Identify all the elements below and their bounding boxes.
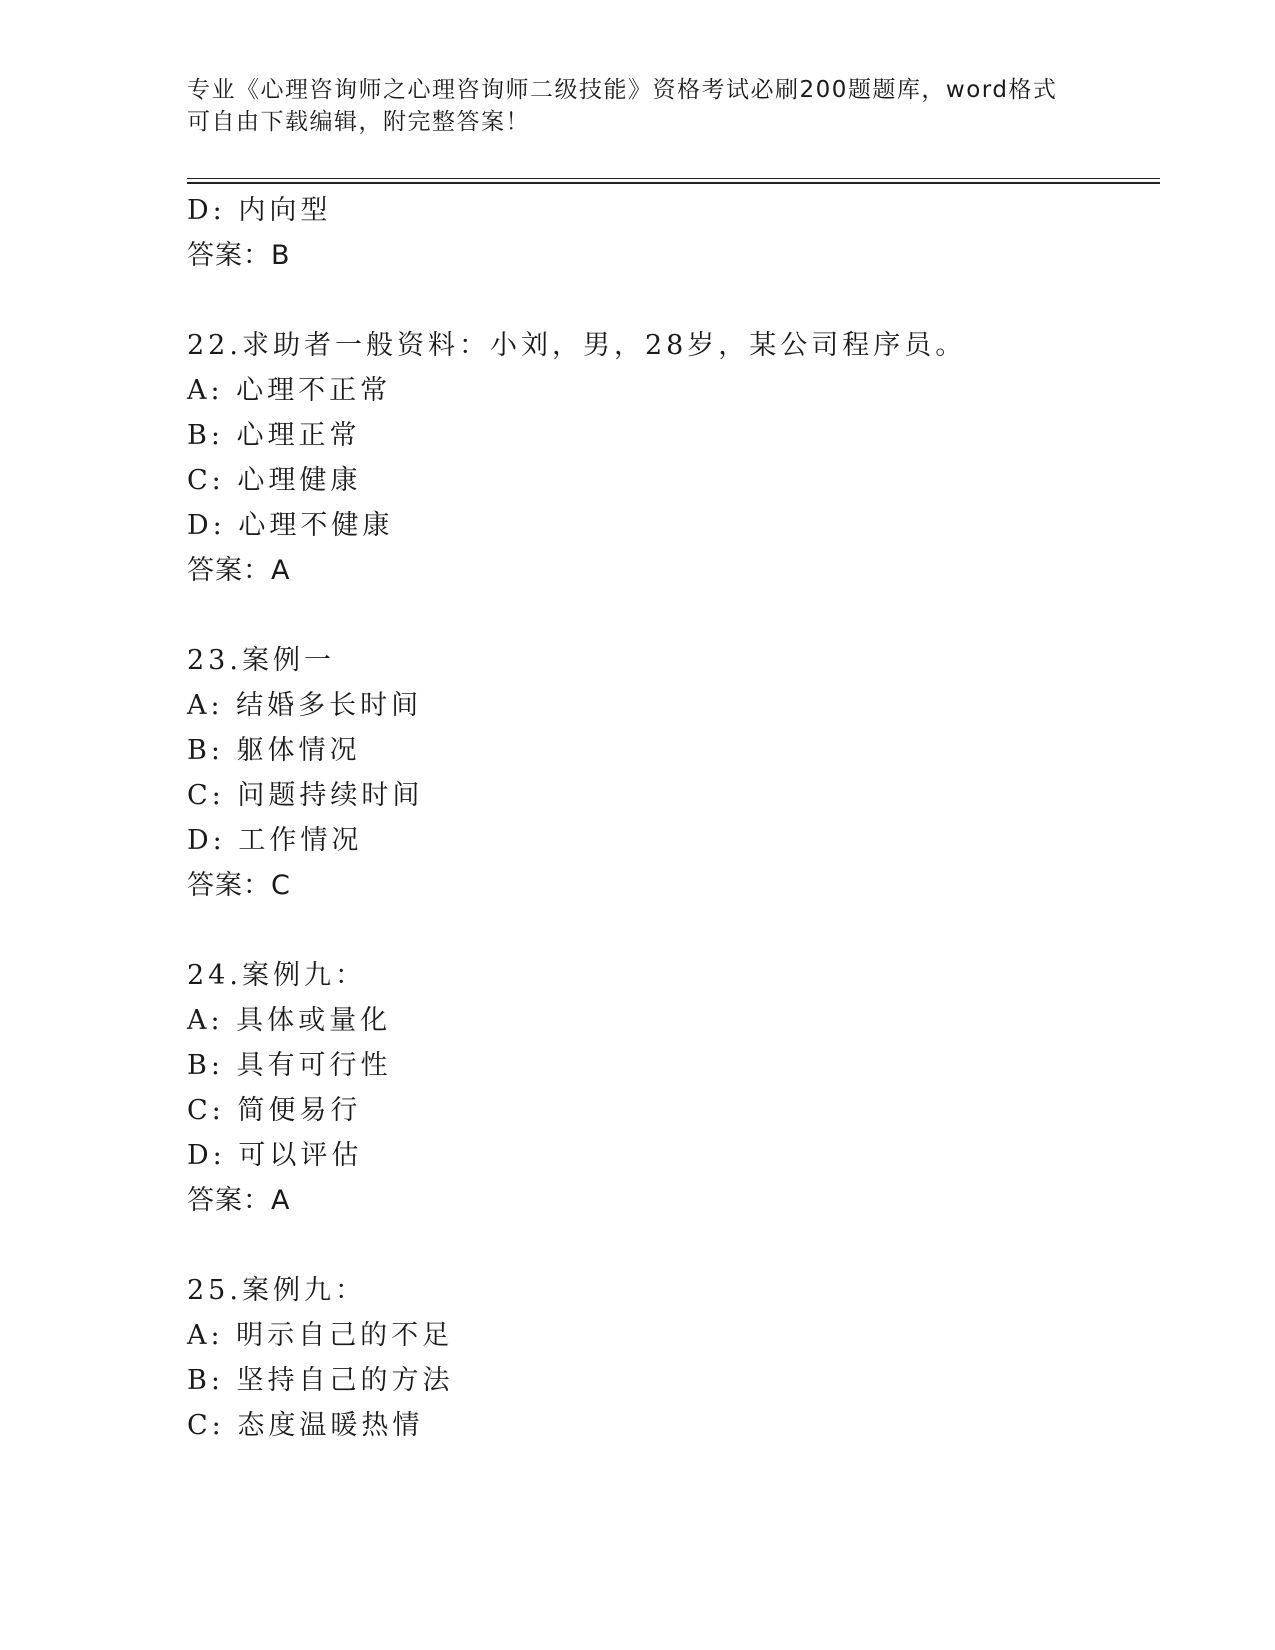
question-24: 24.案例九： [187,960,366,991]
option-c: C: 态度温暖热情 [187,1410,424,1441]
question-23: 23.案例一 [187,645,335,676]
option-a: A: 具体或量化 [187,1005,392,1036]
header-line-1: 专业《心理咨询师之心理咨询师二级技能》资格考试必刷200题题库，word格式 [187,77,1058,103]
answer-line: 答案：B [187,240,291,271]
option-a: A: 明示自己的不足 [187,1320,454,1351]
option-b: B: 具有可行性 [187,1050,392,1081]
option-d: D: 工作情况 [187,825,363,856]
option-d: D: 心理不健康 [187,510,394,541]
option-c: C: 心理健康 [187,465,362,496]
option-b: B: 躯体情况 [187,735,361,766]
option-c: C: 问题持续时间 [187,780,424,811]
answer-line: 答案：C [187,870,291,901]
option-c: C: 简便易行 [187,1095,362,1126]
option-d: D: 内向型 [187,195,332,226]
option-d: D: 可以评估 [187,1140,363,1171]
option-b: B: 心理正常 [187,420,361,451]
option-b: B: 坚持自己的方法 [187,1365,454,1396]
question-22: 22.求助者一般资料：小刘，男，28岁，某公司程序员。 [187,330,967,361]
option-a: A: 结婚多长时间 [187,690,423,721]
header-divider-thin [187,178,1160,179]
document-header [187,74,1067,138]
answer-line: 答案：A [187,555,291,586]
question-25: 25.案例九： [187,1275,366,1306]
option-a: A: 心理不正常 [187,375,392,406]
header-line-2: 可自由下载编辑，附完整答案！ [187,109,530,135]
header-divider-thick [187,182,1160,184]
answer-line: 答案：A [187,1185,291,1216]
